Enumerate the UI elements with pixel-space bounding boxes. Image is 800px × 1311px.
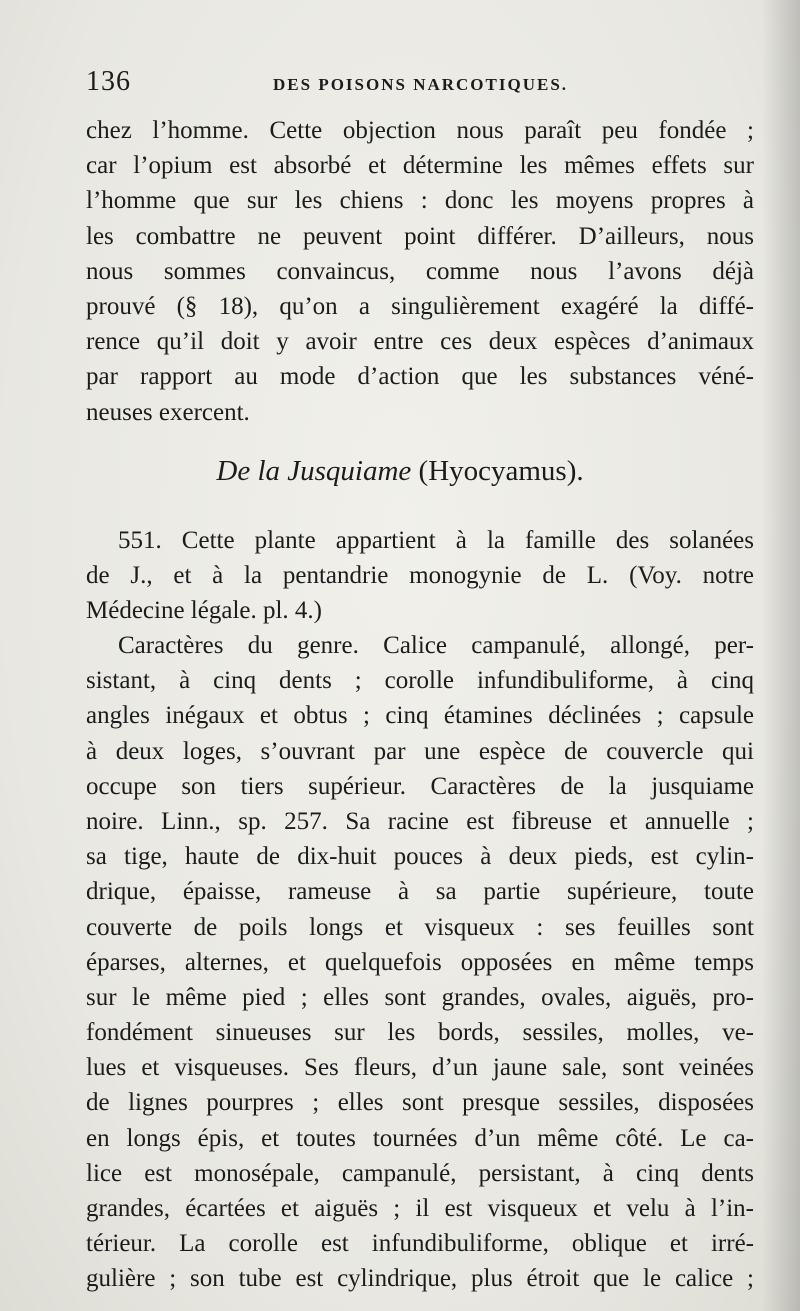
running-title: DES POISONS NARCOTIQUES.	[273, 75, 569, 94]
text-line: prouvé (§ 18), qu’on a singulièrement exagéré la diffé-	[86, 292, 754, 320]
page-gutter-shadow	[762, 0, 800, 1311]
text-line: par rapport au mode d’action que les substances véné-	[86, 363, 754, 391]
page-header	[86, 66, 746, 106]
text-line: occupe son tiers supérieur. Caractères de la jusquiame	[86, 772, 754, 800]
text-line: l’homme que sur les chiens : donc les moyens propres à	[86, 187, 754, 215]
text-line: 551. Cette plante appartient à la famille des solanées	[118, 527, 754, 554]
text-line: en longs épis, et toutes tournées d’un même côté. Le ca-	[86, 1124, 754, 1152]
text-line: térieur. La corolle est infundibuliforme, oblique et irré-	[86, 1230, 754, 1258]
paragraph-characters	[86, 628, 754, 1297]
text-line: à deux loges, s’ouvrant par une espèce de couvercle qui	[86, 737, 754, 765]
text-line: les combattre ne peuvent point différer. D’ailleurs, nous	[86, 222, 754, 250]
section-heading-latin: (Hyocyamus).	[418, 455, 584, 487]
text-line: noire. Linn., sp. 257. Sa racine est fibreuse et annuelle ;	[86, 807, 754, 835]
text-line: de lignes pourpres ; elles sont presque sessiles, disposées	[86, 1089, 754, 1117]
text-line: gulière ; son tube est cylindrique, plus étroit que le calice ;	[86, 1265, 754, 1293]
text-line: chez l’homme. Cette objection nous paraît peu fondée ;	[86, 117, 754, 144]
text-line: rence qu’il doit y avoir entre ces deux espèces d’animaux	[86, 328, 754, 356]
page-number: 136	[86, 66, 131, 97]
text-line: nous sommes convaincus, comme nous l’avons déjà	[86, 257, 754, 285]
section-heading	[0, 455, 800, 488]
text-line: fondément sinueuses sur les bords, sessiles, molles, ve-	[86, 1019, 754, 1047]
text-line: couverte de poils longs et visqueux : ses feuilles sont	[86, 913, 754, 941]
text-line: sa tige, haute de dix-huit pouces à deux pieds, est cylin-	[86, 843, 754, 871]
text-line: drique, épaisse, rameuse à sa partie supérieure, toute	[86, 878, 754, 906]
text-line: grandes, écartées et aiguës ; il est visqueux et velu à l’in-	[86, 1195, 754, 1222]
section-heading-title: De la Jusquiame	[216, 455, 412, 487]
text-line: de J., et à la pentandrie monogynie de L. (Voy. notre	[86, 562, 754, 590]
text-line: sur le même pied ; elles sont grandes, ovales, aiguës, pro-	[86, 983, 754, 1011]
text-line: car l’opium est absorbé et détermine les mêmes effets sur	[86, 152, 754, 180]
text-line: neuses exercent.	[86, 398, 250, 426]
text-line: sistant, à cinq dents ; corolle infundibuliforme, à cinq	[86, 667, 754, 695]
text-line: angles inégaux et obtus ; cinq étamines déclinées ; capsule	[86, 702, 754, 730]
text-line: lice est monosépale, campanulé, persistant, à cinq dents	[86, 1159, 754, 1187]
text-line: lues et visqueuses. Ses fleurs, d’un jaune sale, sont veinées	[86, 1054, 754, 1082]
paragraph-continuation	[86, 113, 754, 430]
text-line: éparses, alternes, et quelquefois opposées en même temps	[86, 948, 754, 976]
text-line: Caractères du genre. Calice campanulé, allongé, per-	[118, 632, 754, 659]
text-line: Médecine légale. pl. 4.)	[86, 597, 323, 625]
paragraph-551	[86, 523, 754, 629]
